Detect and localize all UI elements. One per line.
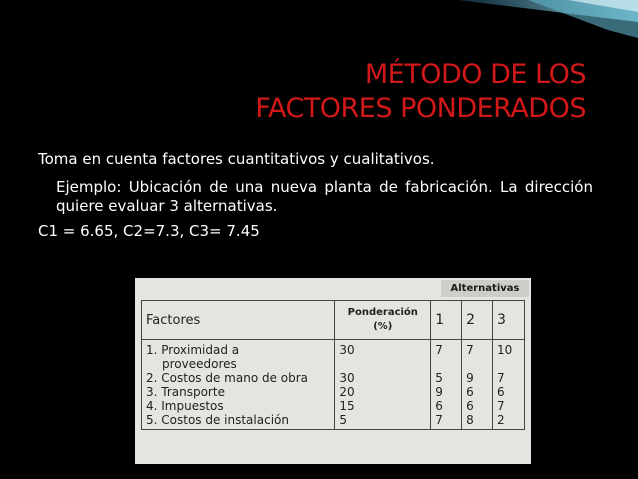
alt1-cell: 5 [431, 371, 462, 385]
corner-decoration [418, 0, 638, 40]
factor-cell: 5. Costos de instalación [142, 413, 335, 430]
table-row [142, 413, 525, 430]
header-weight: Ponderación (%) [335, 301, 431, 340]
header-alt-1: 1 [431, 301, 462, 340]
factor-cell: 1. Proximidad a proveedores [142, 340, 335, 372]
factors-table-image [135, 278, 531, 464]
table-row [142, 340, 525, 372]
factor-cell: 3. Transporte [142, 385, 335, 399]
slide-body [38, 150, 593, 241]
alt1-cell: 7 [431, 340, 462, 372]
alt2-cell: 9 [462, 371, 493, 385]
alternatives-header: Alternativas [441, 280, 529, 297]
alt2-cell: 6 [462, 385, 493, 399]
factor-cell: 4. Impuestos [142, 399, 335, 413]
header-factors: Factores [142, 301, 335, 340]
table-header-row [142, 301, 525, 340]
table-row [142, 385, 525, 399]
alt3-cell: 6 [493, 385, 525, 399]
example-text: Ejemplo: Ubicación de una nueva planta de fabricación. La dirección quiere evaluar 3 alternativas. [56, 178, 593, 215]
alt3-cell: 7 [493, 371, 525, 385]
alt1-cell: 6 [431, 399, 462, 413]
header-alt-3: 3 [493, 301, 525, 340]
title-line-1: MÉTODO DE LOS [364, 59, 586, 90]
table-row [142, 371, 525, 385]
alt1-cell: 7 [431, 413, 462, 430]
factors-table [141, 300, 525, 430]
result-text: C1 = 6.65, C2=7.3, C3= 7.45 [38, 222, 260, 240]
alt3-cell: 10 [493, 340, 525, 372]
alt2-cell: 7 [462, 340, 493, 372]
alt3-cell: 7 [493, 399, 525, 413]
alt1-cell: 9 [431, 385, 462, 399]
alt2-cell: 8 [462, 413, 493, 430]
header-alt-2: 2 [462, 301, 493, 340]
table-row [142, 399, 525, 413]
factor-cell: 2. Costos de mano de obra [142, 371, 335, 385]
alt3-cell: 2 [493, 413, 525, 430]
weight-cell: 30 [335, 340, 431, 372]
weight-cell: 30 [335, 371, 431, 385]
weight-cell: 20 [335, 385, 431, 399]
weight-cell: 5 [335, 413, 431, 430]
alt2-cell: 6 [462, 399, 493, 413]
title-line-2: FACTORES PONDERADOS [255, 93, 586, 124]
weight-cell: 15 [335, 399, 431, 413]
intro-text: Toma en cuenta factores cuantitativos y cualitativos. [38, 150, 435, 168]
slide-title [255, 58, 586, 126]
